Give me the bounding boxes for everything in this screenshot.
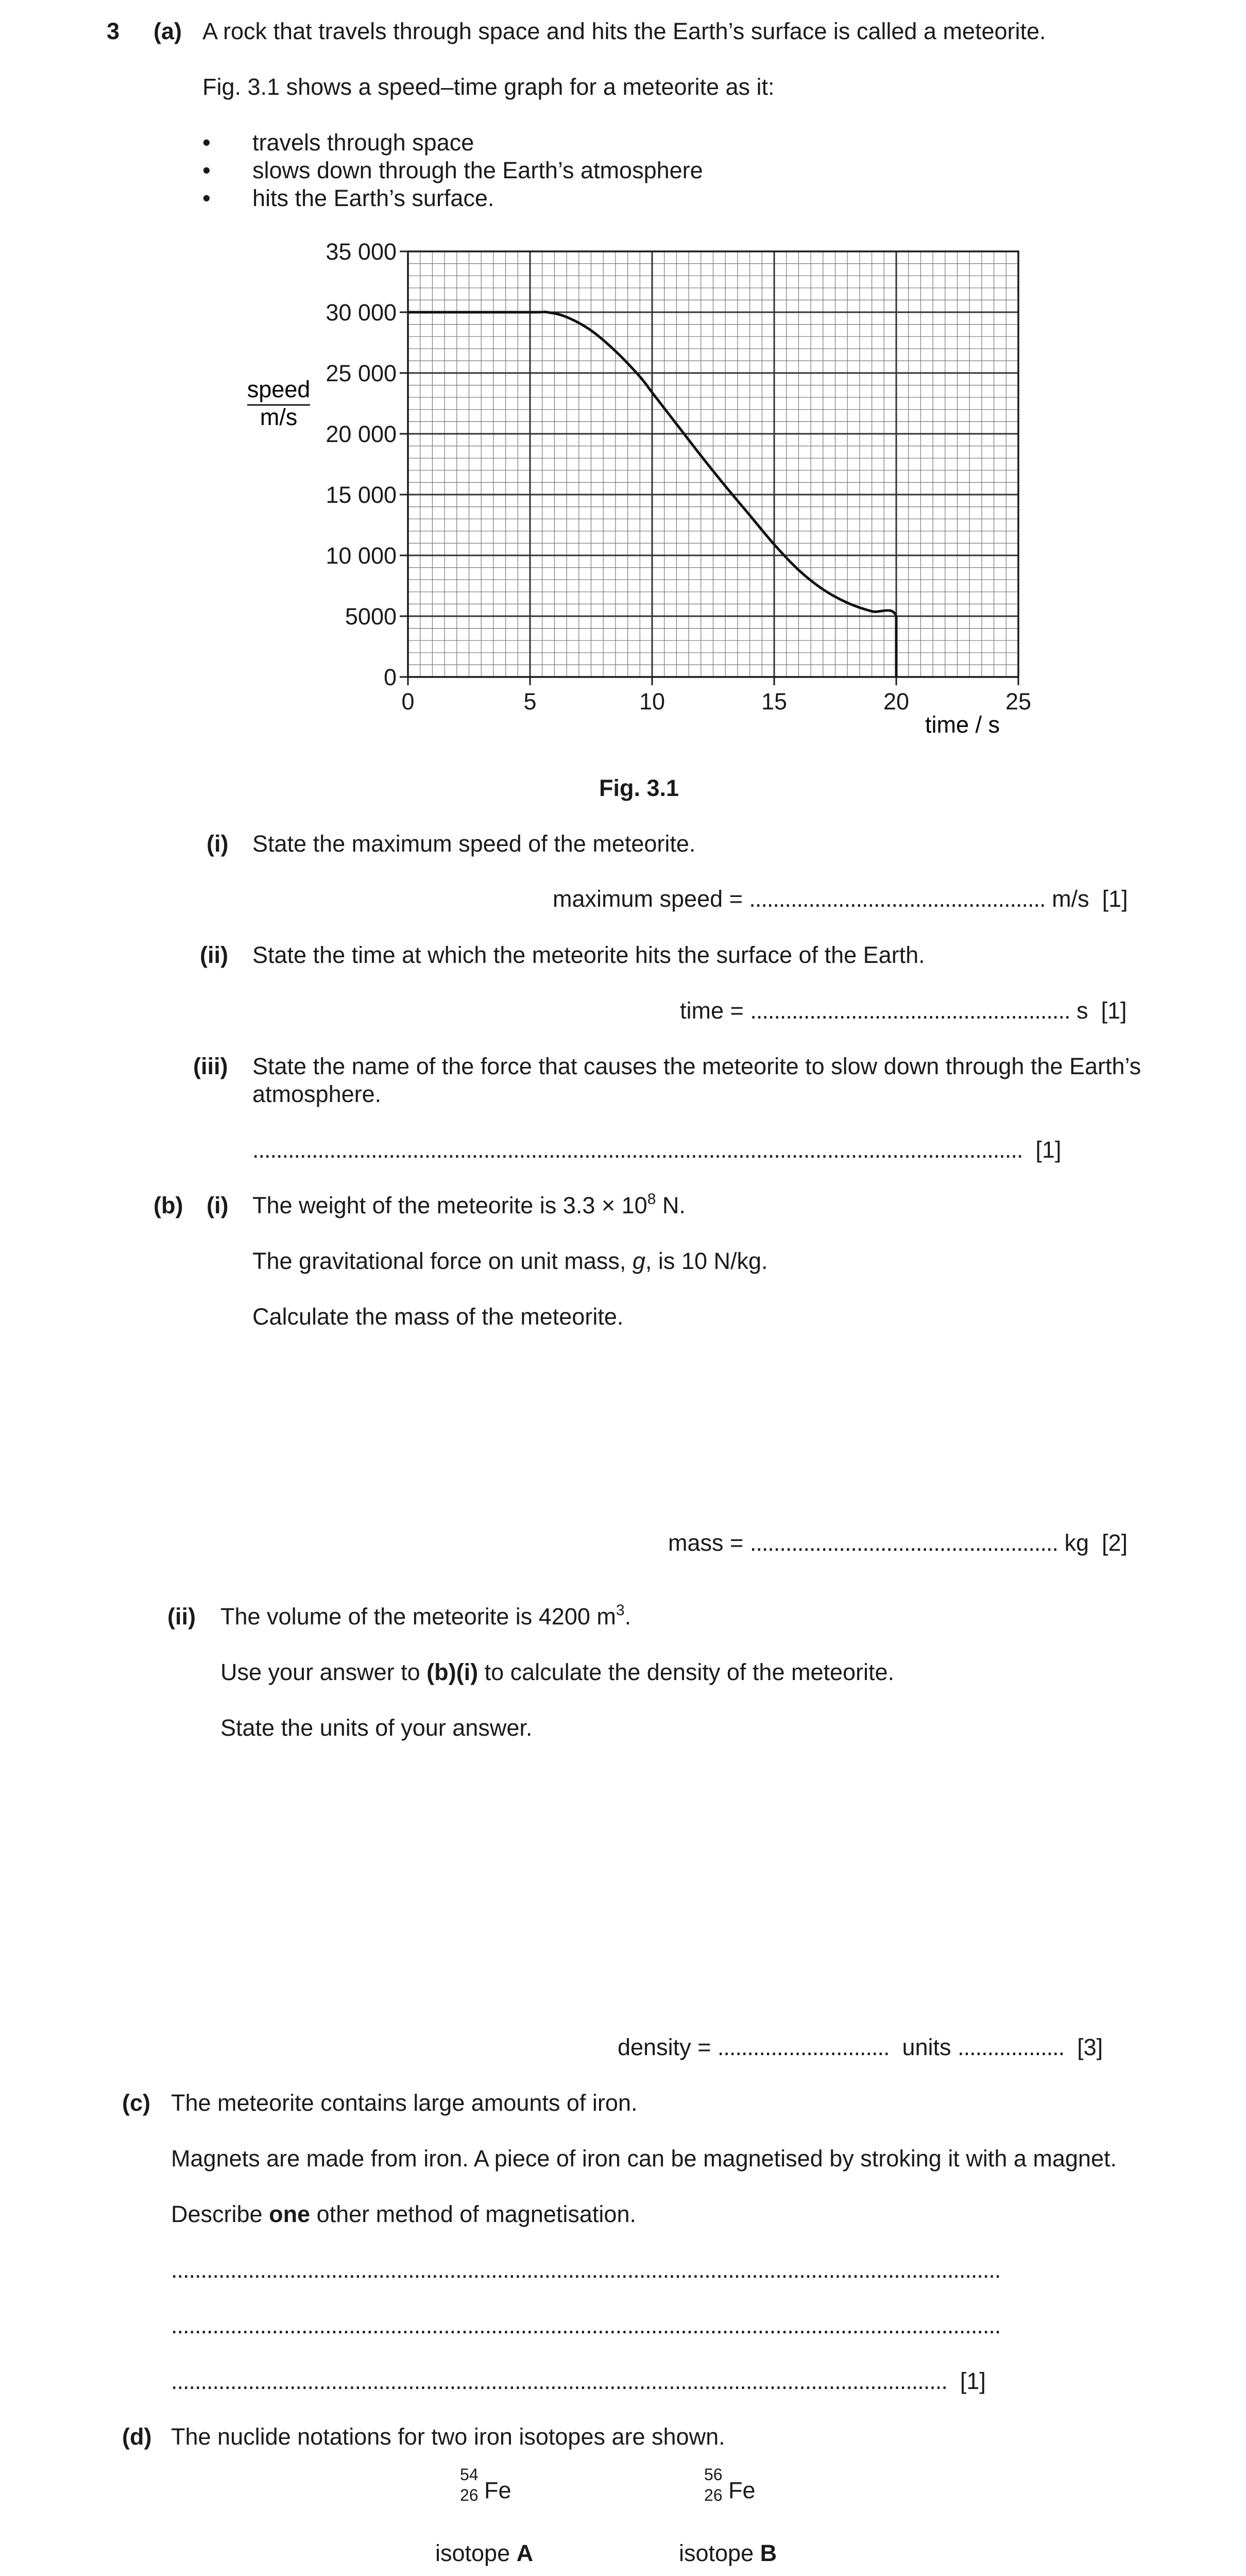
figure-caption: Fig. 3.1 bbox=[599, 775, 679, 801]
y-tick-label: 5000 bbox=[345, 603, 397, 630]
marks: [2] bbox=[1102, 1530, 1128, 1556]
fig-intro: Fig. 3.1 shows a speed–time graph for a meteorite as it: bbox=[202, 74, 775, 100]
answer-line[interactable]: .................................................... bbox=[749, 1530, 1058, 1556]
marks: [1] bbox=[1035, 1137, 1062, 1163]
magnetisation-answer-line-1[interactable]: ............................................................................................................................................ bbox=[171, 2257, 1001, 2283]
time-answer[interactable] bbox=[680, 997, 1127, 1025]
part-a-label: (a) bbox=[153, 18, 182, 44]
weight-text: The weight of the meteorite is $3.3 \times 10^8$ N. bbox=[252, 1191, 686, 1218]
x-tick-label: 25 bbox=[1005, 688, 1032, 715]
bullet-3: hits the Earth’s surface. bbox=[252, 185, 494, 211]
units-answer-line[interactable]: .................. bbox=[958, 2034, 1065, 2060]
mass-answer[interactable] bbox=[668, 1529, 1128, 1557]
isotope-b-label: isotope B bbox=[679, 2540, 777, 2566]
answer-label: time = bbox=[680, 997, 744, 1024]
nuclide-fe-56: 56 26 Fe bbox=[704, 2465, 756, 2504]
y-axis-label-unit: m/s bbox=[260, 404, 298, 430]
x-tick-label: 10 bbox=[639, 688, 665, 715]
part-a-i-label: (i) bbox=[207, 831, 229, 857]
y-axis-label-speed: speed bbox=[247, 376, 311, 402]
part-b-i-label: (i) bbox=[207, 1192, 229, 1218]
x-tick-label: 15 bbox=[761, 688, 788, 715]
units-task: State the units of your answer. bbox=[220, 1715, 533, 1741]
y-tick-label: 25 000 bbox=[326, 360, 397, 386]
y-tick-label: 20 000 bbox=[326, 421, 397, 447]
force-answer[interactable] bbox=[252, 1136, 1061, 1164]
bullet-3-marker: • bbox=[202, 185, 211, 211]
part-c-line-3: Describe one other method of magnetisation. bbox=[171, 2201, 636, 2227]
answer-line[interactable]: ...................................................... bbox=[750, 997, 1070, 1024]
question-number: 3 bbox=[107, 18, 120, 44]
units-label: units bbox=[902, 2034, 951, 2060]
magnetisation-answer-line-2[interactable]: ............................................................................................................................................ bbox=[171, 2312, 1001, 2338]
x-axis-label: time / s bbox=[925, 711, 1000, 738]
part-b-label: (b) bbox=[153, 1192, 183, 1218]
answer-label: maximum speed = bbox=[553, 886, 743, 912]
magnetisation-answer-line-3[interactable]: ................................................................................................................................... [1] bbox=[171, 2368, 986, 2394]
density-answer[interactable] bbox=[618, 2033, 1103, 2061]
part-a-intro: A rock that travels through space and hits the Earth’s surface is called a meteorite. bbox=[202, 18, 1046, 44]
unit: kg bbox=[1064, 1530, 1089, 1556]
y-tick-label: 35 000 bbox=[326, 239, 397, 265]
x-tick-label: 5 bbox=[523, 688, 537, 715]
unit: s bbox=[1076, 997, 1088, 1024]
marks: [1] bbox=[1101, 997, 1127, 1024]
part-a-ii-text: State the time at which the meteorite hits the surface of the Earth. bbox=[252, 942, 925, 968]
marks: [3] bbox=[1077, 2034, 1103, 2060]
marks: [1] bbox=[960, 2368, 986, 2394]
density-answer-line[interactable]: ............................. bbox=[717, 2034, 890, 2060]
bullet-1: travels through space bbox=[252, 129, 474, 156]
part-c-line-1: The meteorite contains large amounts of iron. bbox=[171, 2090, 638, 2116]
y-tick-label: 30 000 bbox=[326, 299, 397, 326]
marks: [1] bbox=[1102, 886, 1128, 912]
answer-line[interactable]: .................................................. bbox=[749, 886, 1046, 912]
volume-text: The volume of the meteorite is 4200 $m^3$. bbox=[220, 1602, 631, 1630]
y-tick-label: 10 000 bbox=[326, 543, 397, 569]
part-c-line-2: Magnets are made from iron. A piece of iron can be magnetised by stroking it with a magnet. bbox=[171, 2145, 1117, 2172]
answer-line[interactable]: .................................................................................................................................. bbox=[252, 1137, 1023, 1163]
density-task: Use your answer to (b)(i) to calculate the density of the meteorite. bbox=[220, 1659, 895, 1685]
y-tick-label: 15 000 bbox=[326, 482, 397, 508]
part-a-ii-label: (ii) bbox=[200, 942, 228, 968]
gravity-text: The gravitational force on unit mass, g, is 10 N/kg. bbox=[252, 1248, 768, 1274]
x-tick-label: 20 bbox=[883, 688, 910, 715]
part-a-iii-label: (iii) bbox=[193, 1053, 228, 1079]
mass-task: Calculate the mass of the meteorite. bbox=[252, 1303, 624, 1330]
nuclide-fe-54: 54 26 Fe bbox=[460, 2465, 511, 2504]
part-c-label: (c) bbox=[122, 2090, 150, 2116]
part-d-label: (d) bbox=[122, 2424, 152, 2450]
part-b-ii-label: (ii) bbox=[167, 1603, 196, 1630]
bullet-2: slows down through the Earth’s atmosphere bbox=[252, 157, 703, 183]
part-a-iii-text-1: State the name of the force that causes the meteorite to slow down through the Earth’s bbox=[252, 1053, 1141, 1079]
part-a-i-text: State the maximum speed of the meteorite. bbox=[252, 831, 696, 857]
bullet-1-marker: • bbox=[202, 129, 211, 156]
answer-label: density = bbox=[618, 2034, 711, 2060]
speed-time-graph bbox=[0, 0, 1246, 762]
part-d-intro: The nuclide notations for two iron isotopes are shown. bbox=[171, 2424, 725, 2450]
part-a-iii-text-2: atmosphere. bbox=[252, 1081, 382, 1107]
x-tick-label: 0 bbox=[401, 688, 415, 715]
isotope-a-label: isotope A bbox=[435, 2540, 534, 2566]
y-tick-label: 0 bbox=[383, 664, 397, 690]
bullet-2-marker: • bbox=[202, 157, 211, 183]
unit: m/s bbox=[1052, 886, 1089, 912]
max-speed-answer[interactable] bbox=[553, 885, 1128, 913]
answer-label: mass = bbox=[668, 1530, 744, 1556]
